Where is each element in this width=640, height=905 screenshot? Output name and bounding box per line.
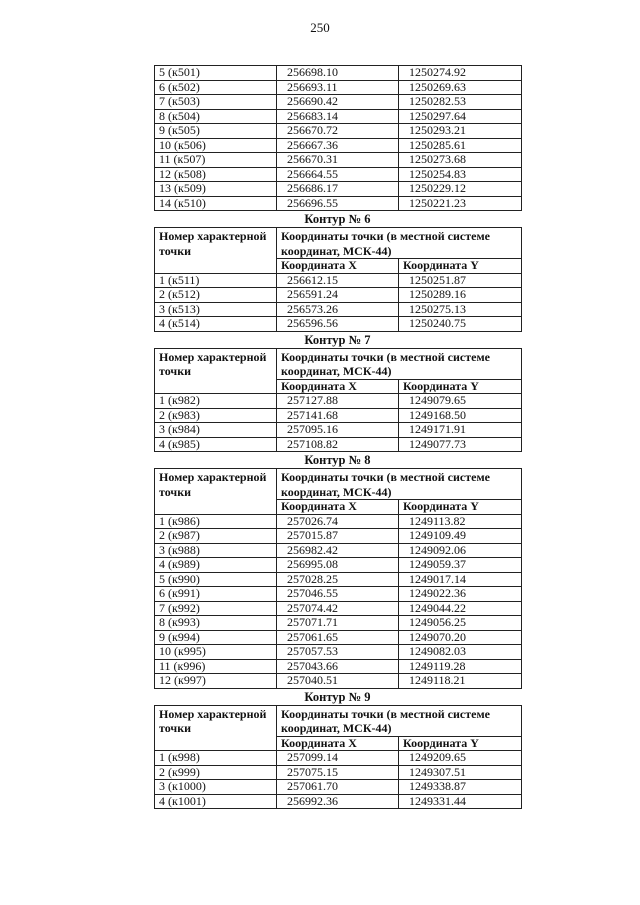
coord-x-cell: 257046.55: [277, 587, 399, 602]
point-number-cell: 5 (к501): [155, 66, 277, 81]
table-row: [155, 153, 522, 168]
coord-x-cell: 256667.36: [277, 138, 399, 153]
coord-y-cell: 1249307.51: [399, 765, 522, 780]
point-number-header: Номер характерной точки: [155, 228, 277, 274]
coord-x-cell: 256992.36: [277, 794, 399, 809]
coord-y-header: Координата Y: [399, 259, 522, 274]
contour-coordinates-table: [154, 227, 522, 332]
table-row: [155, 437, 522, 452]
coord-y-header: Координата Y: [399, 500, 522, 515]
coord-x-cell: 257095.16: [277, 423, 399, 438]
point-number-cell: 3 (к513): [155, 302, 277, 317]
coord-x-cell: 257028.25: [277, 572, 399, 587]
coord-y-cell: 1249209.65: [399, 751, 522, 766]
coord-x-header: Координата X: [277, 259, 399, 274]
table-row: [155, 80, 522, 95]
table-row: [155, 780, 522, 795]
table-row: [155, 601, 522, 616]
coord-x-cell: 257061.70: [277, 780, 399, 795]
document-content: [154, 65, 521, 809]
point-number-cell: 10 (к995): [155, 645, 277, 660]
point-number-cell: 1 (к986): [155, 514, 277, 529]
coord-y-cell: 1249118.21: [399, 674, 522, 689]
table-header-row: [155, 705, 522, 736]
table-row: [155, 587, 522, 602]
coord-y-cell: 1249059.37: [399, 558, 522, 573]
table-row: [155, 394, 522, 409]
table-row: [155, 558, 522, 573]
table-row: [155, 66, 522, 81]
table-row: [155, 529, 522, 544]
point-number-cell: 6 (к991): [155, 587, 277, 602]
coord-x-cell: 256664.55: [277, 167, 399, 182]
coord-y-cell: 1249109.49: [399, 529, 522, 544]
point-number-cell: 12 (к997): [155, 674, 277, 689]
coord-x-cell: 256683.14: [277, 109, 399, 124]
point-number-cell: 2 (к987): [155, 529, 277, 544]
point-number-cell: 2 (к512): [155, 288, 277, 303]
page-number: 250: [310, 20, 330, 35]
point-number-cell: 2 (к999): [155, 765, 277, 780]
coord-y-cell: 1249119.28: [399, 659, 522, 674]
table-row: [155, 288, 522, 303]
table-row: [155, 317, 522, 332]
table-row: [155, 794, 522, 809]
table-row: [155, 659, 522, 674]
point-number-cell: 3 (к984): [155, 423, 277, 438]
coord-y-cell: 1250273.68: [399, 153, 522, 168]
coord-y-cell: 1249168.50: [399, 408, 522, 423]
coord-x-cell: 257075.15: [277, 765, 399, 780]
coord-x-header: Координата X: [277, 379, 399, 394]
coord-x-cell: 256670.31: [277, 153, 399, 168]
point-number-cell: 10 (к506): [155, 138, 277, 153]
point-number-header: Номер характерной точки: [155, 469, 277, 515]
coord-x-cell: 256670.72: [277, 124, 399, 139]
coord-y-cell: 1249113.82: [399, 514, 522, 529]
point-number-cell: 1 (к982): [155, 394, 277, 409]
point-number-header: Номер характерной точки: [155, 705, 277, 751]
coord-y-cell: 1249092.06: [399, 543, 522, 558]
point-number-cell: 4 (к1001): [155, 794, 277, 809]
table-row: [155, 514, 522, 529]
point-number-header: Номер характерной точки: [155, 348, 277, 394]
table-row: [155, 167, 522, 182]
table-row: [155, 408, 522, 423]
table-row: [155, 572, 522, 587]
coord-y-cell: 1249056.25: [399, 616, 522, 631]
point-number-cell: 4 (к514): [155, 317, 277, 332]
coord-x-cell: 257040.51: [277, 674, 399, 689]
coord-x-cell: 257043.66: [277, 659, 399, 674]
point-number-cell: 14 (к510): [155, 196, 277, 211]
coord-y-cell: 1249082.03: [399, 645, 522, 660]
coord-y-cell: 1249070.20: [399, 630, 522, 645]
coord-y-cell: 1249077.73: [399, 437, 522, 452]
table-row: [155, 751, 522, 766]
table-row: [155, 124, 522, 139]
point-number-cell: 11 (к507): [155, 153, 277, 168]
table-row: [155, 765, 522, 780]
coord-x-cell: 256982.42: [277, 543, 399, 558]
point-number-cell: 7 (к992): [155, 601, 277, 616]
coord-x-cell: 256591.24: [277, 288, 399, 303]
coord-x-cell: 257057.53: [277, 645, 399, 660]
point-number-cell: 7 (к503): [155, 95, 277, 110]
coord-x-cell: 256596.56: [277, 317, 399, 332]
coord-y-cell: 1250269.63: [399, 80, 522, 95]
coord-x-header: Координата X: [277, 500, 399, 515]
table-row: [155, 273, 522, 288]
table-row: [155, 182, 522, 197]
table-header-row: [155, 228, 522, 259]
table-row: [155, 645, 522, 660]
coord-x-header: Координата X: [277, 736, 399, 751]
coord-x-cell: 256686.17: [277, 182, 399, 197]
coord-y-cell: 1250254.83: [399, 167, 522, 182]
point-number-cell: 9 (к994): [155, 630, 277, 645]
table-row: [155, 302, 522, 317]
coord-x-cell: 256693.11: [277, 80, 399, 95]
table-row: [155, 95, 522, 110]
coord-y-cell: 1250293.21: [399, 124, 522, 139]
table-row: [155, 543, 522, 558]
coord-y-cell: 1250221.23: [399, 196, 522, 211]
table-row: [155, 616, 522, 631]
coord-y-cell: 1250282.53: [399, 95, 522, 110]
coord-y-cell: 1250285.61: [399, 138, 522, 153]
table-header-row: [155, 348, 522, 379]
coord-x-cell: 256690.42: [277, 95, 399, 110]
coord-x-cell: 257071.71: [277, 616, 399, 631]
coord-x-cell: 257099.14: [277, 751, 399, 766]
coord-y-cell: 1250251.87: [399, 273, 522, 288]
point-number-cell: 12 (к508): [155, 167, 277, 182]
coord-x-cell: 257141.68: [277, 408, 399, 423]
contour-title: Контур № 6: [304, 212, 371, 226]
coord-x-cell: 256696.55: [277, 196, 399, 211]
coord-y-cell: 1249338.87: [399, 780, 522, 795]
coord-x-cell: 256995.08: [277, 558, 399, 573]
point-number-cell: 1 (к998): [155, 751, 277, 766]
contour-coordinates-table: [154, 705, 522, 810]
point-number-cell: 1 (к511): [155, 273, 277, 288]
coord-y-cell: 1249331.44: [399, 794, 522, 809]
coord-y-header: Координата Y: [399, 379, 522, 394]
contour-title: Контур № 9: [304, 689, 371, 704]
coord-x-cell: 256612.15: [277, 273, 399, 288]
coord-y-cell: 1249171.91: [399, 423, 522, 438]
coord-y-header: Координата Y: [399, 736, 522, 751]
coord-x-cell: 257127.88: [277, 394, 399, 409]
coord-x-cell: 257015.87: [277, 529, 399, 544]
point-number-cell: 2 (к983): [155, 408, 277, 423]
coord-x-cell: 256573.26: [277, 302, 399, 317]
point-number-cell: 8 (к993): [155, 616, 277, 631]
coord-y-cell: 1250274.92: [399, 66, 522, 81]
coord-y-cell: 1249079.65: [399, 394, 522, 409]
coord-x-cell: 257074.42: [277, 601, 399, 616]
point-number-cell: 3 (к988): [155, 543, 277, 558]
contour-coordinates-table: [154, 468, 522, 689]
coord-y-cell: 1250297.64: [399, 109, 522, 124]
contour-coordinates-table: [154, 348, 522, 453]
point-number-cell: 4 (к985): [155, 437, 277, 452]
contour-title: Контур № 8: [304, 453, 371, 467]
coord-y-cell: 1250289.16: [399, 288, 522, 303]
coordinates-header: Координаты точки (в местной системе координат, МСК-44): [277, 469, 522, 500]
contour-title: Контур № 7: [304, 332, 371, 347]
coord-x-cell: 256698.10: [277, 66, 399, 81]
table-row: [155, 674, 522, 689]
point-number-cell: 6 (к502): [155, 80, 277, 95]
coord-x-cell: 257026.74: [277, 514, 399, 529]
table-row: [155, 630, 522, 645]
coord-y-cell: 1249022.36: [399, 587, 522, 602]
table-row: [155, 196, 522, 211]
coord-y-cell: 1250229.12: [399, 182, 522, 197]
coord-y-cell: 1249017.14: [399, 572, 522, 587]
point-number-cell: 13 (к509): [155, 182, 277, 197]
point-number-cell: 5 (к990): [155, 572, 277, 587]
coordinates-header: Координаты точки (в местной системе координат, МСК-44): [277, 705, 522, 736]
table-row: [155, 423, 522, 438]
coord-y-cell: 1250240.75: [399, 317, 522, 332]
coord-y-cell: 1249044.22: [399, 601, 522, 616]
point-number-cell: 3 (к1000): [155, 780, 277, 795]
table-header-row: [155, 469, 522, 500]
coordinates-header: Координаты точки (в местной системе координат, МСК-44): [277, 348, 522, 379]
point-number-cell: 9 (к505): [155, 124, 277, 139]
point-number-cell: 11 (к996): [155, 659, 277, 674]
point-number-cell: 8 (к504): [155, 109, 277, 124]
coord-x-cell: 257061.65: [277, 630, 399, 645]
point-number-cell: 4 (к989): [155, 558, 277, 573]
table-row: [155, 109, 522, 124]
coord-x-cell: 257108.82: [277, 437, 399, 452]
coord-y-cell: 1250275.13: [399, 302, 522, 317]
continued-coordinates-table: [154, 65, 522, 211]
table-row: [155, 138, 522, 153]
coordinates-header: Координаты точки (в местной системе координат, МСК-44): [277, 228, 522, 259]
